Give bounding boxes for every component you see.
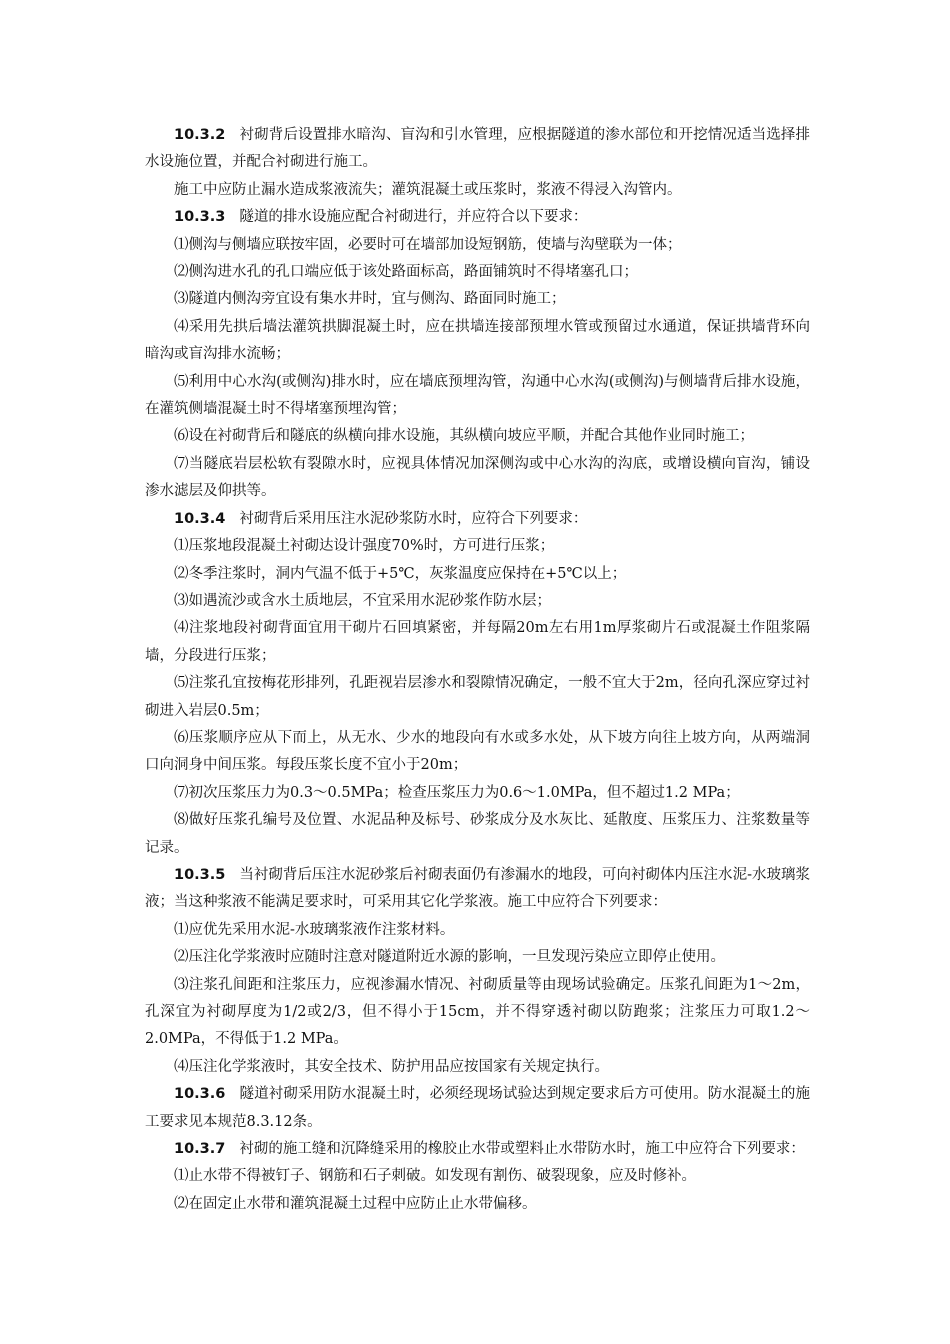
clause-number: 10.3.4 [174,510,226,527]
list-paragraph [145,807,810,862]
paragraph-text: ⑶如遇流沙或含水土质地层，不宜采用水泥砂浆作防水层； [174,592,551,609]
list-paragraph [145,725,810,780]
paragraph-text: 施工中应防止漏水造成浆液流失；灌筑混凝土或压浆时，浆液不得浸入沟管内。 [174,181,682,198]
paragraph-text: 衬砌背后采用压注水泥砂浆防水时，应符合下列要求： [239,510,588,527]
list-paragraph [145,232,810,259]
clause-number: 10.3.6 [174,1086,226,1103]
paragraph-text: ⑹压浆顺序应从下而上，从无水、少水的地段向有水或多水处，从下坡方向往上坡方向，从两端洞口向洞身中间压浆。每段压浆长度不宜小于20m； [145,729,810,774]
paragraph-text: ⑴侧沟与侧墙应联按牢固，必要时可在墙部加设短钢筋，使墙与沟壁联为一体； [174,236,682,253]
paragraph-text: ⑸注浆孔宜按梅花形排列，孔距视岩层渗水和裂隙情况确定，一般不宜大于2m，径向孔深应穿过衬砌进入岩层0.5m； [145,675,810,719]
paragraph-text: 隧道的排水设施应配合衬砌进行，并应符合以下要求： [239,209,588,226]
paragraph-text: ⑷采用先拱后墙法灌筑拱脚混凝土时，应在拱墙连接部预埋水管或预留过水通道，保证拱墙背环向暗沟或盲沟排水流畅； [145,318,810,363]
paragraph-text: ⑹设在衬砌背后和隧底的纵横向排水设施，其纵横向坡应平顺，并配合其他作业同时施工； [174,428,754,445]
paragraph-text: ⑸利用中心水沟(或侧沟)排水时，应在墙底预埋沟管，沟通中心水沟(或侧沟)与侧墙背后排水设施，在灌筑侧墙混凝土时不得堵塞预埋沟管； [145,373,810,418]
paragraph-text: 当衬砌背后压注水泥砂浆后衬砌表面仍有渗漏水的地段，可向衬砌体内压注水泥-水玻璃浆液；当这种浆液不能满足要求时，可采用其它化学浆液。施工中应符合下列要求： [145,866,810,911]
clause-number: 10.3.3 [174,209,226,226]
list-paragraph [145,286,810,313]
clause-paragraph [145,862,810,917]
list-paragraph [145,588,810,615]
paragraph-text: ⑵在固定止水带和灌筑混凝土过程中应防止止水带偏移。 [174,1195,537,1212]
clause-number: 10.3.5 [174,866,226,883]
paragraph-text: ⑴应优先采用水泥-水玻璃浆液作注浆材料。 [174,921,455,938]
list-paragraph [145,780,810,807]
list-paragraph [145,944,810,971]
list-paragraph [145,1191,810,1218]
clause-paragraph [145,1136,810,1163]
list-paragraph [145,259,810,286]
clause-paragraph [145,1081,810,1136]
list-paragraph [145,533,810,560]
list-paragraph [145,1163,810,1190]
list-paragraph [145,1054,810,1081]
paragraph-text: ⑵压注化学浆液时应随时注意对隧道附近水源的影响，一旦发现污染应立即停止使用。 [174,949,725,966]
list-paragraph [145,561,810,588]
paragraph-text: 隧道衬砌采用防水混凝土时，必须经现场试验达到规定要求后方可使用。防水混凝土的施工要求见本规范8.3.12条。 [145,1086,810,1130]
list-paragraph [145,451,810,506]
list-paragraph [145,369,810,424]
list-paragraph [145,670,810,725]
paragraph-text: ⑻做好压浆孔编号及位置、水泥品种及标号、砂浆成分及水灰比、延散度、压浆压力、注浆数量等记录。 [145,812,810,856]
list-paragraph [145,972,810,1054]
paragraph-text: ⑶隧道内侧沟旁宜设有集水井时，宜与侧沟、路面同时施工； [174,291,566,308]
list-paragraph [145,423,810,450]
paragraph-text: ⑵侧沟进水孔的孔口端应低于该处路面标高，路面铺筑时不得堵塞孔口； [174,264,638,281]
list-paragraph [145,615,810,670]
clause-number: 10.3.2 [174,127,226,143]
clause-paragraph [145,506,810,533]
clause-paragraph [145,204,810,231]
list-paragraph [145,177,810,204]
paragraph-text: ⑺初次压浆压力为0.3～0.5MPa；检查压浆压力为0.6～1.0MPa，但不超过1.2 MPa； [174,784,740,801]
paragraph-text: 衬砌的施工缝和沉降缝采用的橡胶止水带或塑料止水带防水时，施工中应符合下列要求： [239,1141,805,1158]
paragraph-text: ⑷注浆地段衬砌背面宜用干砌片石回填紧密，并每隔20m左右用1m厚浆砌片石或混凝土作阻浆隔墙，分段进行压浆； [145,620,810,664]
list-paragraph [145,917,810,944]
paragraph-text: ⑴止水带不得被钉子、钢筋和石子刺破。如发现有割伤、破裂现象，应及时修补。 [174,1168,696,1185]
paragraph-text: ⑵冬季注浆时，洞内气温不低于+5℃，灰浆温度应保持在+5℃以上； [174,565,627,582]
paragraph-text: ⑶注浆孔间距和注浆压力，应视渗漏水情况、衬砌质量等由现场试验确定。压浆孔间距为1～2m，孔深宜为衬砌厚度为1/2或2/3，但不得小于15cm，并不得穿透衬砌以防跑浆；注浆压力可取1.2～2.0MPa，不得低于1.2 MPa。 [145,976,810,1048]
document-body [145,122,810,1218]
paragraph-text: ⑷压注化学浆液时，其安全技术、防护用品应按国家有关规定执行。 [174,1058,609,1075]
clause-number: 10.3.7 [174,1141,226,1158]
paragraph-text: ⑺当隧底岩层松软有裂隙水时，应视具体情况加深侧沟或中心水沟的沟底，或增设横向盲沟，铺设渗水滤层及仰拱等。 [145,455,810,500]
paragraph-text: 衬砌背后设置排水暗沟、盲沟和引水管理，应根据隧道的渗水部位和开挖情况适当选择排水设施位置，并配合衬砌进行施工。 [145,127,810,171]
clause-paragraph [145,122,810,177]
list-paragraph [145,314,810,369]
paragraph-text: ⑴压浆地段混凝土衬砌达设计强度70%时，方可进行压浆； [174,538,555,555]
